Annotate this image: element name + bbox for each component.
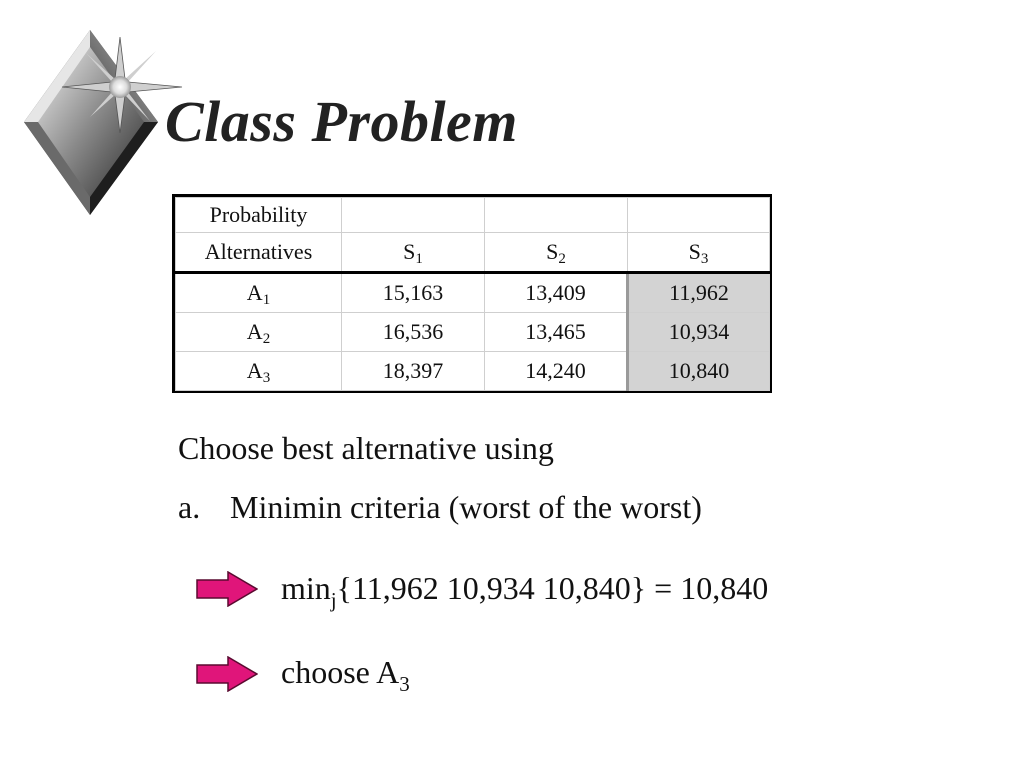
probability-cell [628, 198, 770, 233]
arrow-right-icon [196, 571, 258, 607]
alternative-a1 [176, 273, 342, 313]
slide-title: Class Problem [165, 89, 518, 154]
table-cell: 16,536 [342, 313, 485, 352]
result-subscript: j [330, 588, 337, 612]
table-cell: 13,465 [485, 313, 628, 352]
alternative-name: A [246, 280, 263, 305]
table-cell-highlighted: 11,962 [628, 273, 770, 313]
probability-label: Probability [176, 198, 342, 233]
table-cell-highlighted: 10,934 [628, 313, 770, 352]
table-row-a1 [176, 273, 770, 313]
table-cell: 15,163 [342, 273, 485, 313]
alternative-a2 [176, 313, 342, 352]
state-subscript: 2 [558, 251, 566, 267]
result-subscript: 3 [399, 672, 410, 696]
alternative-subscript: 1 [262, 292, 271, 308]
table-cell: 14,240 [485, 352, 628, 391]
item-text: Minimin criteria (worst of the worst) [230, 489, 702, 525]
payoff-table [172, 194, 772, 393]
table-cell: 18,397 [342, 352, 485, 391]
alternatives-label: Alternatives [176, 233, 342, 273]
prompt-text: Choose best alternative using [178, 430, 554, 466]
item-marker: a. [178, 489, 201, 525]
probability-cell [485, 198, 628, 233]
state-header-s3 [628, 233, 770, 273]
state-name: S [688, 239, 701, 264]
table-row-a2 [176, 313, 770, 352]
table-row-a3 [176, 352, 770, 391]
state-name: S [403, 239, 416, 264]
arrow-right-icon [196, 656, 258, 692]
table-cell-highlighted: 10,840 [628, 352, 770, 391]
probability-cell [342, 198, 485, 233]
alternative-subscript: 2 [262, 331, 271, 347]
state-subscript: 1 [415, 251, 423, 267]
criteria-item [178, 489, 702, 526]
payoff-table-grid [175, 197, 770, 391]
result-prefix: min [281, 570, 331, 606]
state-name: S [546, 239, 559, 264]
state-header-s2 [485, 233, 628, 273]
choice-result [281, 654, 410, 696]
table-cell: 13,409 [485, 273, 628, 313]
alternative-a3 [176, 352, 342, 391]
result-expression: {11,962 10,934 10,840} = 10,840 [336, 570, 769, 606]
alternative-name: A [246, 319, 263, 344]
state-header-s1 [342, 233, 485, 273]
state-subscript: 3 [700, 251, 709, 267]
minimin-result [281, 570, 769, 612]
alternative-name: A [246, 358, 263, 383]
alternative-subscript: 3 [262, 370, 271, 386]
probability-row [176, 198, 770, 233]
states-header-row [176, 233, 770, 273]
result-prefix: choose A [281, 654, 400, 690]
